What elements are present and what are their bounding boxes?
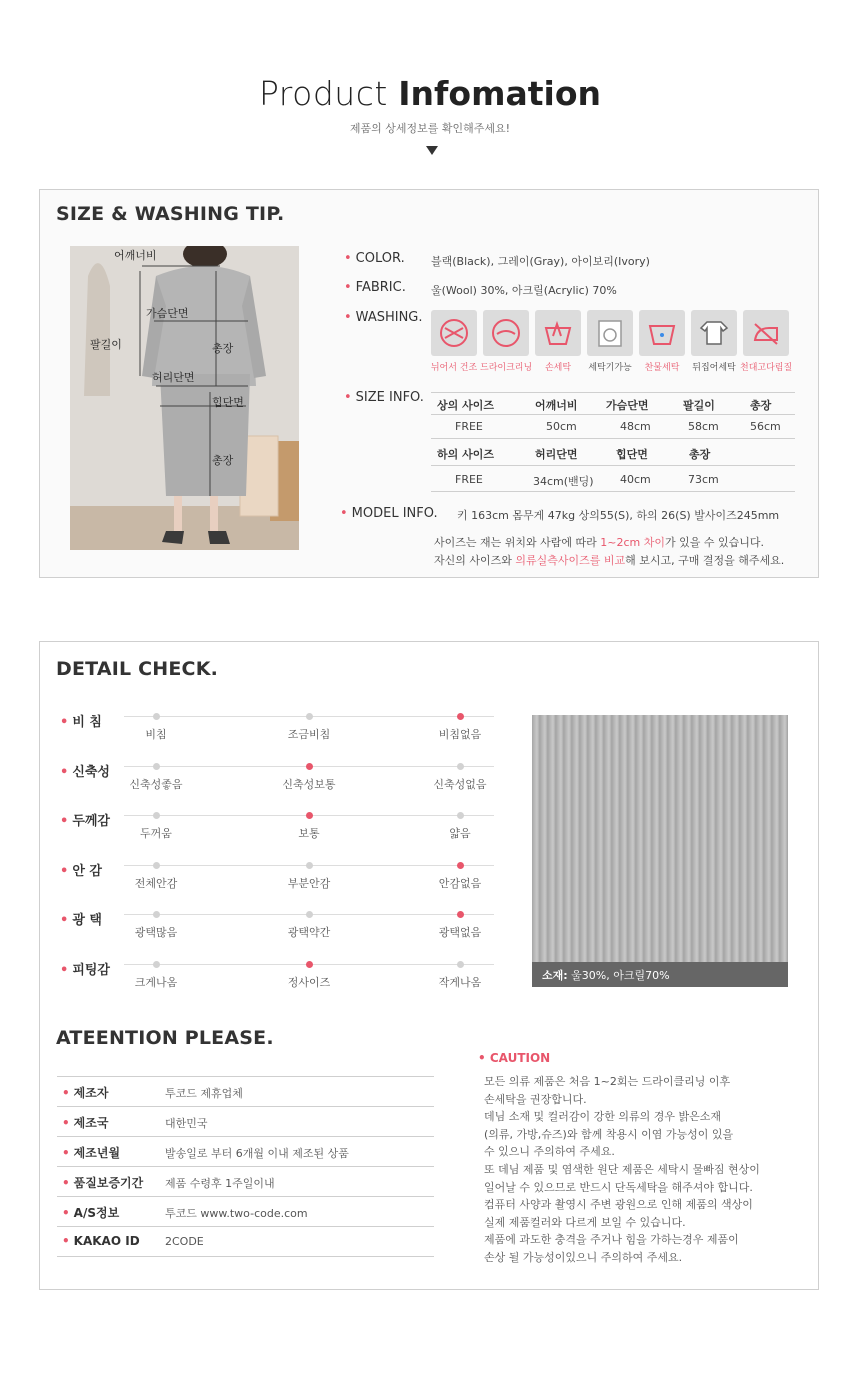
detail-row-label: • 신축성	[60, 765, 110, 780]
top-cell-0: FREE	[455, 420, 483, 433]
size-info-label: • SIZE INFO.	[344, 390, 424, 405]
table-divider	[431, 465, 795, 466]
attention-divider	[57, 1136, 434, 1137]
page-subtitle: 제품의 상세정보를 확인해주세요!	[349, 122, 511, 135]
washing-label-5: 뒤집어세탁	[692, 363, 736, 373]
washing-label-3: 세탁기가능	[588, 363, 632, 373]
caution-text	[484, 1073, 760, 1267]
top-header-1: 어깨너비	[535, 399, 578, 412]
attention-key: • 품질보증기간	[62, 1176, 144, 1190]
detail-option-label: 광택많음	[134, 926, 178, 939]
caution-line: 손세탁을 권장합니다.	[484, 1092, 587, 1106]
detail-point-selected	[306, 961, 313, 968]
caution-line: 제품에 과도한 충격을 주거나 힘을 가하는경우 제품이	[484, 1233, 739, 1247]
fabric-value: 울(Wool) 30%, 아크릴(Acrylic) 70%	[431, 284, 617, 297]
attention-value: 2CODE	[165, 1235, 204, 1248]
attention-divider	[57, 1226, 434, 1227]
size-note-line2: 자신의 사이즈와 의류실측사이즈를 비교해 보시고, 구매 결정을 해주세요.	[434, 554, 785, 567]
attention-divider	[57, 1166, 434, 1167]
washing-labels	[428, 360, 792, 373]
fabric-swatch-image	[532, 715, 788, 962]
size-note-line1: 사이즈는 재는 위치와 사람에 따라 1~2cm 차이가 있을 수 있습니다.	[434, 536, 764, 549]
label-sleeve: 팔길이	[90, 338, 122, 351]
size-section-title: SIZE & WASHING TIP.	[56, 203, 285, 225]
washing-machine-icon	[587, 310, 633, 356]
title-bold: Infomation	[398, 74, 601, 113]
top-header-2: 가슴단면	[606, 399, 649, 412]
no-iron-icon	[743, 310, 789, 356]
title-light: Product	[258, 74, 388, 113]
detail-option-label: 비침없음	[438, 728, 482, 741]
detail-point-selected	[457, 713, 464, 720]
caution-line: 수 있으니 주의하여 주세요.	[484, 1145, 615, 1159]
caution-line: 컴퓨터 사양과 촬영시 주변 광원으로 인해 제품의 색상이	[484, 1198, 753, 1212]
detail-option-label: 광택약간	[287, 926, 331, 939]
detail-point	[457, 763, 464, 770]
detail-option-label: 비침	[145, 728, 167, 741]
detail-option-label: 정사이즈	[287, 976, 331, 989]
detail-row-label: • 비 침	[60, 715, 102, 730]
label-skirt-length: 총장	[212, 454, 234, 467]
attention-key: • A/S정보	[62, 1206, 120, 1220]
attention-divider	[57, 1106, 434, 1107]
detail-point-selected	[306, 763, 313, 770]
detail-row-label: • 피팅감	[60, 963, 110, 978]
bottom-header-0: 하의 사이즈	[437, 448, 494, 461]
attention-value: 투코드 제휴업체	[165, 1087, 243, 1100]
detail-point	[153, 763, 160, 770]
dry-clean-icon	[483, 310, 529, 356]
detail-option-label: 조금비침	[287, 728, 331, 741]
bottom-header-1: 허리단면	[535, 448, 578, 461]
table-divider	[431, 438, 795, 439]
inside-out-icon	[691, 310, 737, 356]
caution-line: (의류, 가방,슈즈)와 함께 착용시 이염 가능성이 있을	[484, 1127, 734, 1141]
detail-point	[457, 961, 464, 968]
attention-divider	[57, 1256, 434, 1257]
attention-key: • 제조년월	[62, 1146, 121, 1160]
detail-point	[306, 862, 313, 869]
detail-option-label: 신축성보통	[282, 778, 336, 791]
detail-row-label: • 광 택	[60, 913, 102, 928]
caution-line: 일어날 수 있으므로 반드시 단독세탁을 해주셔야 합니다.	[484, 1180, 753, 1194]
hand-wash-icon	[535, 310, 581, 356]
attention-section-title: ATEENTION PLEASE.	[56, 1027, 274, 1049]
attention-value: 제품 수령후 1주일이내	[165, 1177, 275, 1190]
bottom-header-2: 힙단면	[616, 448, 648, 461]
washing-label-4: 찬물세탁	[644, 363, 680, 373]
attention-key: • 제조자	[62, 1086, 109, 1100]
attention-value: 투코드 www.two-code.com	[165, 1207, 308, 1220]
detail-option-label: 보통	[298, 827, 320, 840]
model-info-label: • MODEL INFO.	[340, 506, 438, 521]
caution-line: 또 데님 제품 및 염색한 원단 제품은 세탁시 물빠짐 현상이	[484, 1162, 760, 1176]
caution-line: 실제 제품컬러와 다르게 보일 수 있습니다.	[484, 1215, 686, 1229]
detail-option-label: 신축성없음	[433, 778, 487, 791]
label-waist: 허리단면	[152, 371, 195, 384]
model-figure-illustration	[70, 246, 299, 550]
detail-row-label: • 안 감	[60, 864, 102, 879]
detail-point	[306, 713, 313, 720]
attention-key: • 제조국	[62, 1116, 109, 1130]
detail-point-selected	[306, 812, 313, 819]
top-header-3: 팔길이	[683, 399, 715, 412]
washing-label-6: 천대고다림질	[740, 363, 793, 373]
washing-label-1: 드라이크리닝	[480, 363, 533, 373]
down-arrow-icon	[426, 146, 438, 155]
attention-key: • KAKAO ID	[62, 1234, 140, 1248]
caution-line: 손상 될 가능성이있으니 주의하여 주세요.	[484, 1250, 683, 1264]
detail-option-label: 크게나옴	[134, 976, 178, 989]
bottom-cell-2: 40cm	[620, 473, 651, 486]
bottom-cell-1: 34cm(밴딩)	[533, 475, 594, 488]
top-cell-2: 48cm	[620, 420, 651, 433]
top-cell-3: 58cm	[688, 420, 719, 433]
washing-label: • WASHING.	[344, 310, 423, 325]
detail-option-label: 부분안감	[287, 877, 331, 890]
model-info-value: 키 163cm 몸무게 47kg 상의55(S), 하의 26(S) 발사이즈245mm	[457, 509, 780, 522]
no-wring-dry-icon	[431, 310, 477, 356]
detail-option-label: 얇음	[449, 827, 471, 840]
detail-row-label: • 두께감	[60, 814, 110, 829]
top-cell-1: 50cm	[546, 420, 577, 433]
fabric-label: • FABRIC.	[344, 280, 406, 295]
detail-point	[457, 812, 464, 819]
attention-value: 대한민국	[165, 1117, 208, 1130]
label-chest: 가슴단면	[146, 307, 189, 320]
color-value: 블랙(Black), 그레이(Gray), 아이보리(Ivory)	[431, 255, 650, 268]
top-header-4: 총장	[750, 399, 772, 412]
detail-option-label: 안감없음	[438, 877, 482, 890]
bottom-cell-0: FREE	[455, 473, 483, 486]
caution-line: 모든 의류 제품은 처음 1~2회는 드라이클리닝 이후	[484, 1075, 731, 1088]
detail-point	[153, 911, 160, 918]
detail-option-label: 두꺼움	[140, 827, 172, 840]
detail-point-selected	[457, 862, 464, 869]
detail-point	[153, 862, 160, 869]
cold-water-icon	[639, 310, 685, 356]
detail-option-label: 전체안감	[134, 877, 178, 890]
washing-icons	[431, 310, 789, 356]
model-photo	[70, 246, 299, 550]
label-top-length: 총장	[212, 342, 234, 355]
detail-option-label: 작게나옴	[438, 976, 482, 989]
detail-point	[153, 812, 160, 819]
page-title	[0, 74, 860, 113]
top-cell-4: 56cm	[750, 420, 781, 433]
bottom-cell-3: 73cm	[688, 473, 719, 486]
washing-label-2: 손세탁	[544, 363, 572, 373]
washing-label-0: 뉘어서 건조	[430, 363, 478, 373]
detail-section-title: DETAIL CHECK.	[56, 658, 219, 680]
fabric-swatch-caption: 소재: 울30%, 아크릴70%	[532, 962, 788, 987]
detail-point	[153, 961, 160, 968]
attention-value: 발송일로 부터 6개월 이내 제조된 상품	[165, 1147, 349, 1160]
color-label: • COLOR.	[344, 251, 405, 266]
detail-option-label: 신축성좋음	[129, 778, 183, 791]
detail-point	[306, 911, 313, 918]
caution-title: • CAUTION	[478, 1051, 551, 1065]
table-divider	[431, 491, 795, 492]
detail-option-label: 광택없음	[438, 926, 482, 939]
label-shoulder: 어깨너비	[114, 249, 157, 262]
detail-point	[153, 713, 160, 720]
attention-divider	[57, 1196, 434, 1197]
bottom-header-3: 총장	[689, 448, 711, 461]
top-header-0: 상의 사이즈	[437, 399, 494, 412]
detail-point-selected	[457, 911, 464, 918]
table-divider	[431, 414, 795, 415]
caution-line: 데님 소재 및 컬러감이 강한 의류의 경우 밝은소재	[484, 1110, 721, 1124]
attention-divider	[57, 1076, 434, 1077]
table-divider	[431, 392, 795, 393]
label-hip: 힙단면	[212, 396, 244, 409]
